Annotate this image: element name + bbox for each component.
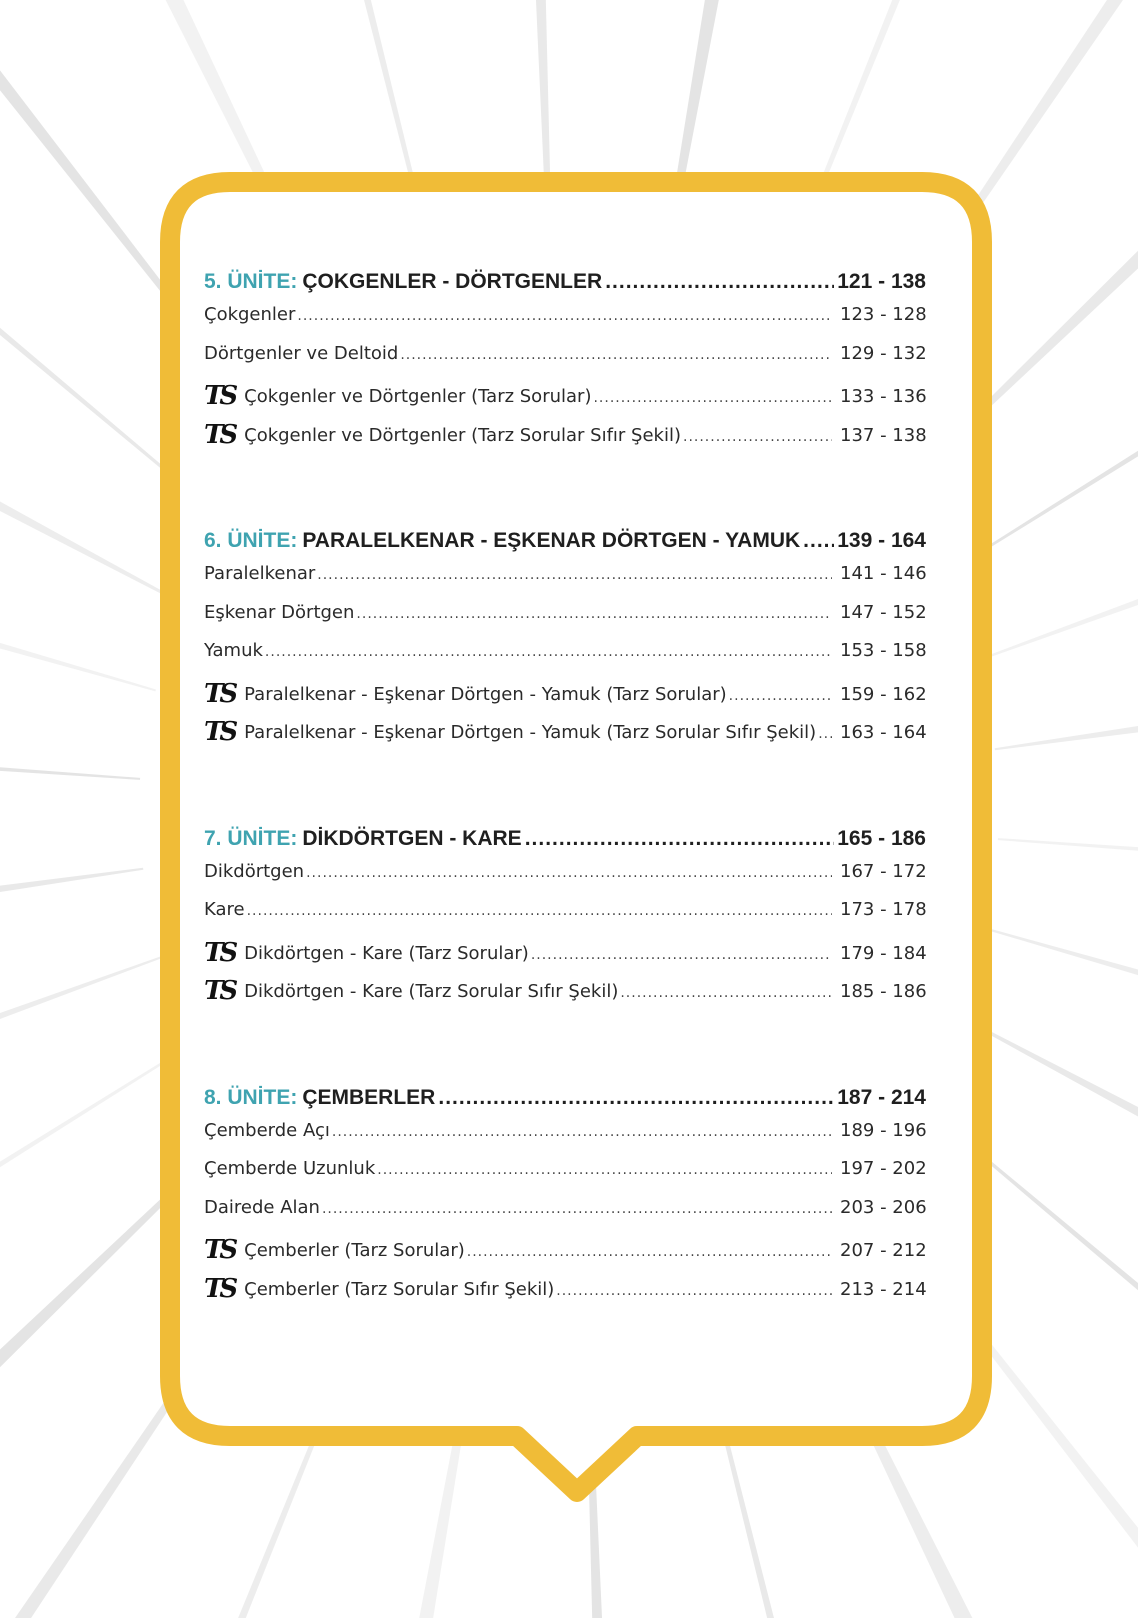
- ts-logo-icon: TS: [204, 1235, 235, 1265]
- toc-entry[interactable]: [204, 679, 926, 718]
- dot-leader: [377, 1162, 832, 1178]
- unit-heading: [204, 1086, 926, 1120]
- entry-title: Çemberler (Tarz Sorular Sıfır Şekil): [244, 1278, 555, 1300]
- entry-page-range: 203 - 206: [840, 1196, 927, 1218]
- unit-label: 8. ÜNİTE:: [204, 1085, 298, 1109]
- unit-section: [204, 270, 926, 458]
- toc-entry[interactable]: [204, 1158, 926, 1197]
- unit-label: 7. ÜNİTE:: [204, 826, 298, 850]
- dot-leader: [265, 644, 832, 660]
- entry-page-range: 185 - 186: [840, 981, 927, 1002]
- entry-title: Dikdörtgen - Kare (Tarz Sorular Sıfır Şekil): [244, 981, 619, 1002]
- entry-page-range: 141 - 146: [840, 563, 927, 584]
- toc-entry[interactable]: [204, 1120, 926, 1159]
- dot-leader: [332, 1124, 832, 1140]
- entry-page-range: 179 - 184: [840, 942, 927, 964]
- toc-entry[interactable]: [204, 602, 926, 641]
- unit-title: PARALELKENAR - EŞKENAR DÖRTGEN - YAMUK: [302, 529, 801, 552]
- dot-leader: [306, 865, 832, 881]
- ts-logo-icon: TS: [204, 717, 235, 747]
- unit-page-range: 187 - 214: [837, 1085, 926, 1109]
- toc-entry[interactable]: [204, 899, 926, 938]
- entry-page-range: 207 - 212: [840, 1240, 927, 1261]
- entry-page-range: 123 - 128: [840, 304, 927, 325]
- ts-logo-icon: TS: [204, 937, 235, 968]
- unit-section: [204, 1086, 926, 1313]
- entry-page-range: 129 - 132: [840, 342, 927, 364]
- dot-leader: [531, 947, 832, 963]
- entry-title: Çokgenler ve Dörtgenler (Tarz Sorular): [244, 386, 592, 407]
- entry-title: Dikdörtgen - Kare (Tarz Sorular): [244, 942, 529, 964]
- toc-entry[interactable]: [204, 1197, 926, 1236]
- entry-title: Çemberler (Tarz Sorular): [244, 1240, 465, 1261]
- dot-leader: [467, 1244, 832, 1260]
- ts-logo-icon: TS: [204, 419, 235, 450]
- unit-page-range: 139 - 164: [837, 529, 926, 552]
- dot-leader: [297, 308, 832, 324]
- dot-leader: [729, 688, 832, 704]
- dot-leader: [247, 903, 832, 919]
- entry-page-range: 167 - 172: [840, 860, 927, 882]
- entry-title: Dörtgenler ve Deltoid: [204, 342, 399, 364]
- toc-entry[interactable]: [204, 938, 926, 977]
- unit-page-range: 121 - 138: [837, 270, 926, 293]
- entry-page-range: 133 - 136: [840, 386, 927, 407]
- entry-title: Çokgenler: [204, 304, 296, 325]
- unit-label: 5. ÜNİTE:: [204, 270, 298, 293]
- toc-entry[interactable]: [204, 1235, 926, 1274]
- dot-leader: [593, 390, 832, 406]
- ts-logo-icon: TS: [204, 976, 235, 1006]
- unit-title: DİKDÖRTGEN - KARE: [302, 826, 522, 850]
- unit-section: [204, 827, 926, 1015]
- toc-entry[interactable]: [204, 861, 926, 900]
- ts-logo-icon: TS: [204, 1273, 235, 1304]
- entry-title: Paralelkenar: [204, 563, 316, 584]
- unit-label: 6. ÜNİTE:: [204, 529, 298, 552]
- unit-section: [204, 529, 926, 756]
- entry-page-range: 159 - 162: [840, 683, 927, 705]
- dot-leader: [525, 827, 835, 851]
- unit-heading: [204, 270, 926, 304]
- entry-title: Yamuk: [204, 640, 263, 661]
- unit-page-range: 165 - 186: [837, 826, 926, 850]
- entry-title: Dikdörtgen: [204, 860, 305, 882]
- entry-title: Paralelkenar - Eşkenar Dörtgen - Yamuk (Tarz Sorular Sıfır Şekil): [244, 722, 817, 743]
- ts-logo-icon: TS: [204, 381, 235, 411]
- dot-leader: [400, 347, 832, 363]
- unit-heading: [204, 529, 926, 563]
- entry-title: Eşkenar Dörtgen: [204, 601, 355, 623]
- unit-heading: [204, 827, 926, 861]
- ts-logo-icon: TS: [204, 678, 235, 709]
- entry-title: Çemberde Açı: [204, 1119, 330, 1141]
- toc-entry[interactable]: [204, 976, 926, 1015]
- unit-title: ÇOKGENLER - DÖRTGENLER: [302, 270, 603, 293]
- dot-leader: [605, 270, 834, 294]
- dot-leader: [356, 606, 832, 622]
- toc-entry[interactable]: [204, 1274, 926, 1313]
- table-of-contents: [204, 270, 926, 1312]
- toc-entry[interactable]: [204, 343, 926, 382]
- toc-entry[interactable]: [204, 717, 926, 756]
- dot-leader: [818, 726, 832, 742]
- entry-title: Çokgenler ve Dörtgenler (Tarz Sorular Sıfır Şekil): [244, 424, 681, 446]
- entry-page-range: 153 - 158: [840, 640, 927, 661]
- toc-entry[interactable]: [204, 420, 926, 459]
- entry-title: Dairede Alan: [204, 1196, 320, 1218]
- dot-leader: [322, 1201, 832, 1217]
- entry-page-range: 197 - 202: [840, 1158, 927, 1179]
- dot-leader: [438, 1086, 834, 1110]
- dot-leader: [803, 529, 834, 553]
- dot-leader: [556, 1283, 832, 1299]
- toc-entry[interactable]: [204, 304, 926, 343]
- entry-title: Çemberde Uzunluk: [204, 1158, 376, 1179]
- dot-leader: [620, 985, 832, 1001]
- toc-entry[interactable]: [204, 381, 926, 420]
- entry-page-range: 173 - 178: [840, 899, 927, 920]
- entry-page-range: 213 - 214: [840, 1278, 927, 1300]
- toc-entry[interactable]: [204, 640, 926, 679]
- entry-title: Paralelkenar - Eşkenar Dörtgen - Yamuk (Tarz Sorular): [244, 683, 727, 705]
- entry-page-range: 147 - 152: [840, 601, 927, 623]
- entry-title: Kare: [204, 899, 245, 920]
- entry-page-range: 137 - 138: [840, 424, 927, 446]
- entry-page-range: 189 - 196: [840, 1119, 927, 1141]
- toc-entry[interactable]: [204, 563, 926, 602]
- dot-leader: [683, 429, 832, 445]
- entry-page-range: 163 - 164: [840, 722, 927, 743]
- dot-leader: [317, 567, 832, 583]
- unit-title: ÇEMBERLER: [302, 1085, 436, 1109]
